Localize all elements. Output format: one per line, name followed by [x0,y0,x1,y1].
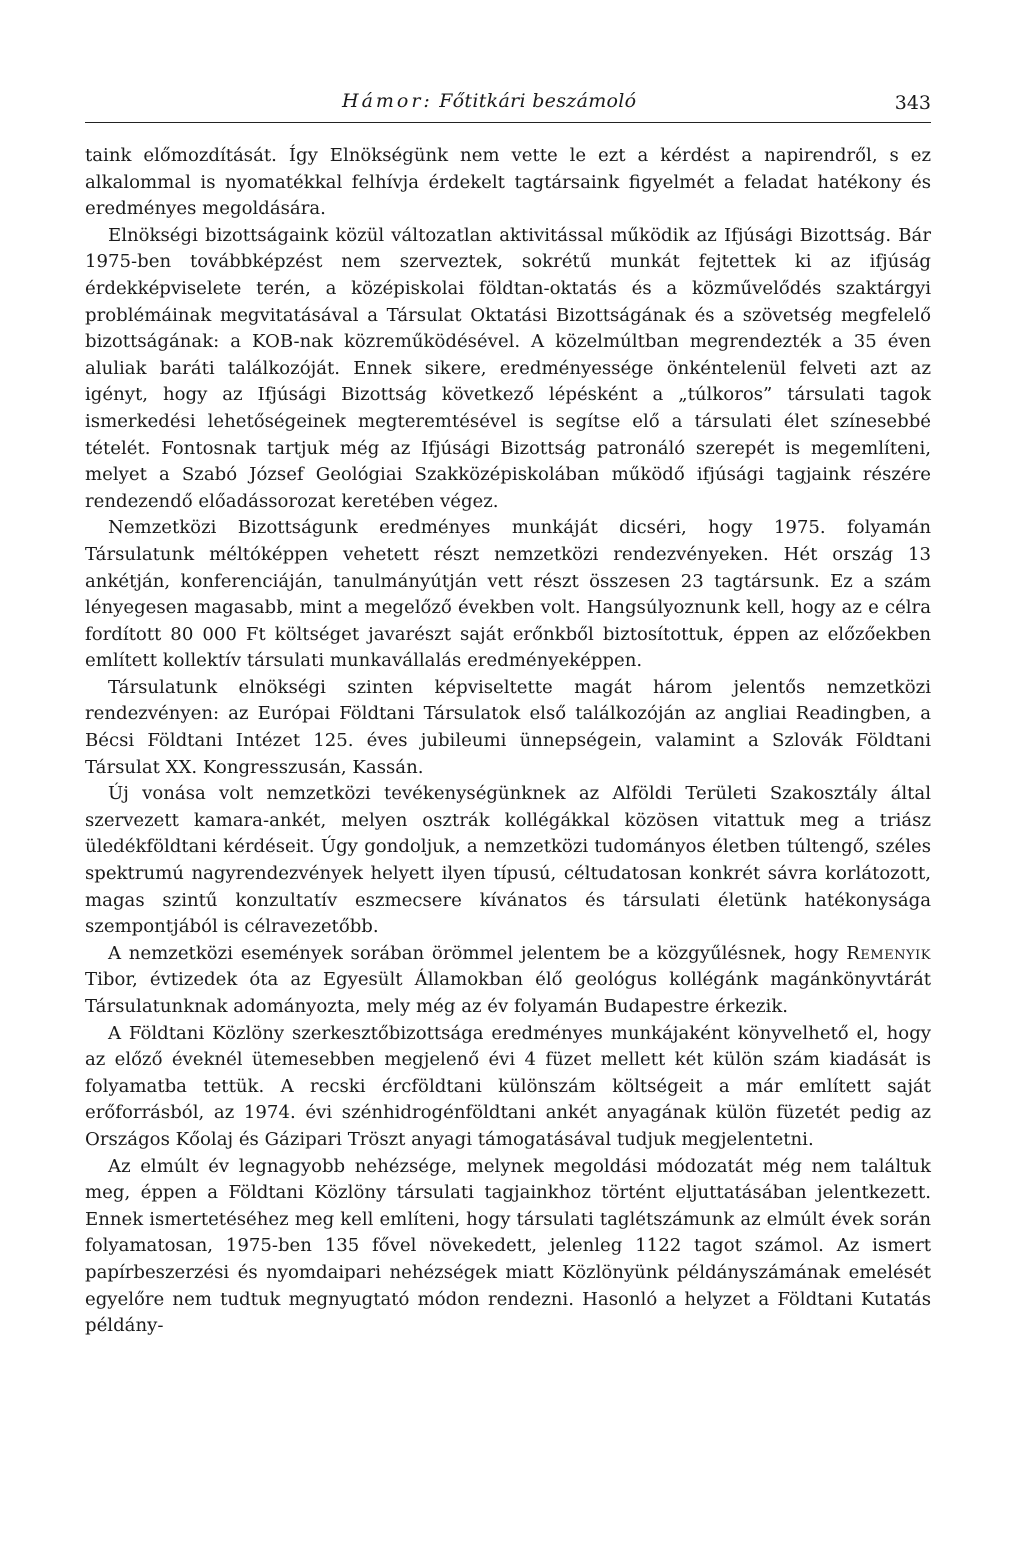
page-number: 343 [894,92,931,114]
paragraph: Új vonása volt nemzetközi tevékenységünknek az Alföldi Területi Szakosztály által szervezett kamara-ankét, melyen osztrák kollégákkal közösen vitattuk meg a triász üledékföldtani kérdéseit. Úgy gondoljuk, a nemzetközi tudományos életben túltengő, széles spektrumú nagyrendezvények helyett ilyen típusú, céltudatosan konkrét sávra korlátozott, magas szintű konzultatív eszmecsere kívánatos és társulati életünk hatékonysága szempontjából is célravezetőbb. [85,783,931,938]
paragraph-text: Tibor, évtizedek óta az Egyesült Államokban élő geológus kollégánk magánkönyvtárát Társulatunknak adományozta, mely még az év folyamán Budapestre érkezik. [85,969,931,1017]
paragraph: Nemzetközi Bizottságunk eredményes munkáját dicséri, hogy 1975. folyamán Társulatunk méltóképpen vehetett részt nemzetközi rendezvényeken. Hét ország 13 ankétján, konferenciáján, tanulmányútján vett részt összesen 23 tagtársunk. Ez a szám lényegesen magasabb, mint a megelőző években volt. Hangsúlyoznunk kell, hogy az e célra fordított 80 000 Ft költséget javarészt saját erőnkből biztosítottuk, éppen az előzőekben említett kollektív társulati munkavállalás eredményeképpen. [85,517,931,672]
paragraph: Társulatunk elnökségi szinten képviseltette magát három jelentős nemzetközi rendezvényen: az Európai Földtani Társulatok első találkozóján az angliai Readingben, a Bécsi Földtani Intézet 125. éves jubileumi ünnepségein, valamint a Szlovák Földtani Társulat XX. Kongresszusán, Kassán. [85,676,931,778]
page [85,88,931,1340]
paragraph-text: A nemzetközi események sorában örömmel jelentem be a közgyűlésnek, hogy [108,942,839,964]
paragraph: taink előmozdítását. Így Elnökségünk nem vette le ezt a kérdést a napirendről, s ez alkalommal is nyomatékkal felhívja érdekelt tagtársaink figyelmét a feladat hatékony és eredményes megoldására. [85,145,931,220]
paragraph [85,941,931,1021]
person-name: Remenyik [846,942,931,964]
header-author: Hámor: [342,90,433,112]
running-title [342,90,636,112]
paragraph: A Földtani Közlöny szerkesztőbizottsága eredményes munkájaként könyvelhető el, hogy az előző éveknél ütemesebben megjelenő évi 4 füzet mellett két külön szám kiadását is folyamatba tettük. A recski ércföldtani különszám költségeit a már említett saját erőforrásból, az 1974. évi szénhidrogénföldtani ankét anyagának külön füzetét pedig az Országos Kőolaj és Gázipari Tröszt anyagi támogatásával tudjuk megjelentetni. [85,1022,931,1150]
running-header [85,88,931,123]
paragraph: Elnökségi bizottságaink közül változatlan aktivitással működik az Ifjúsági Bizottság. Bár 1975-ben továbbképzést nem szerveztek, sokrétű munkát fejtettek ki az ifjúság érdekképviselete terén, a középiskolai földtan-oktatás és a közművelődés szaktárgyi problémáinak megvitatásával a Társulat Oktatási Bizottságának és a szövetség megfelelő bizottságának: a KOB-nak közreműködésével. A közelmúltban megrendezték a 35 éven aluliak baráti találkozóját. Ennek sikere, eredményessége önkéntelenül felveti azt az igényt, hogy az Ifjúsági Bizottság következő lépésként a „túlkoros” társulati tagok ismerkedési lehetőségeinek megteremtésével is segítse elő a társulati élet színesebbé tételét. Fontosnak tartjuk még az Ifjúsági Bizottság patronáló szerepét is megemlíteni, melyet a Szabó József Geológiai Szakközépiskolában működő ifjúsági tagjaink részére rendezendő előadássorozat keretében végez. [85,224,931,512]
body-text [85,143,931,1340]
paragraph: Az elmúlt év legnagyobb nehézsége, melynek megoldási módozatát még nem találtuk meg, éppen a Földtani Közlöny társulati tagjainkhoz történt eljuttatásában jelentkezett. Ennek ismertetéséhez meg kell említeni, hogy társulati taglétszámunk az elmúlt évek során folyamatosan, 1975-ben 135 fővel növekedett, jelenleg 1122 tagot számol. Az ismert papírbeszerzési és nyomdaipari nehézségek miatt Közlönyünk példányszámának emelését egyelőre nem tudtuk megnyugtató módon rendezni. Hasonló a helyzet a Földtani Kutatás példány- [85,1155,931,1337]
header-title: Főtitkári beszámoló [439,90,637,112]
